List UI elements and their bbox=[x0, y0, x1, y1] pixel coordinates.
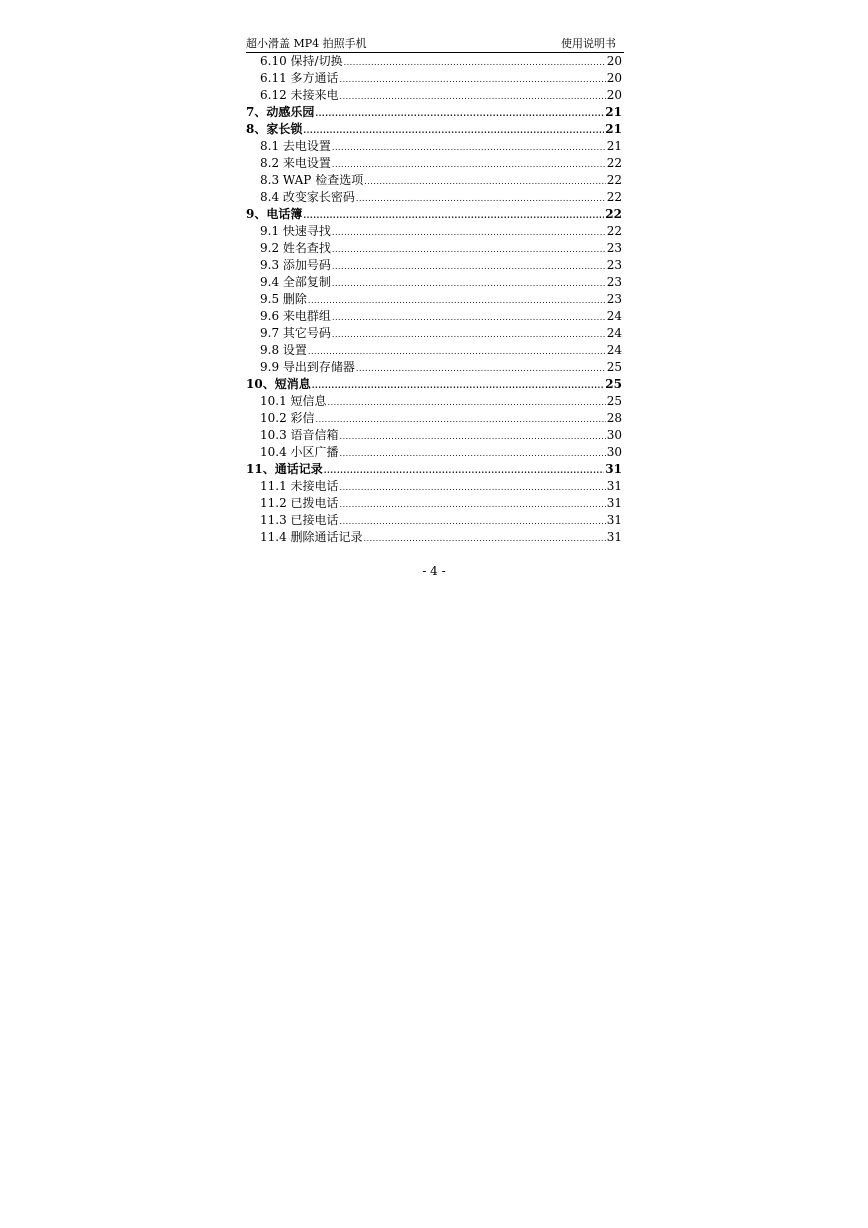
toc-dot-leader bbox=[340, 513, 606, 529]
toc-dot-leader bbox=[340, 445, 606, 461]
toc-entry-label: 8.3 WAP 检查选项 bbox=[260, 173, 364, 187]
toc-entry-label: 11.4 删除通话记录 bbox=[260, 530, 363, 544]
toc-entry-label: 10.2 彩信 bbox=[260, 411, 315, 425]
toc-entry-page: 20 bbox=[606, 88, 622, 102]
toc-entry-page: 31 bbox=[606, 513, 622, 527]
toc-entry-page: 21 bbox=[606, 139, 622, 153]
toc-entry-page: 22 bbox=[606, 224, 622, 238]
toc-entry[interactable] bbox=[246, 444, 622, 461]
toc-entry-page: 25 bbox=[605, 377, 622, 391]
toc-entry-page: 22 bbox=[606, 173, 622, 187]
toc-entry-page: 25 bbox=[606, 360, 622, 374]
toc-entry[interactable] bbox=[246, 512, 622, 529]
toc-entry-page: 22 bbox=[606, 190, 622, 204]
toc-dot-leader bbox=[364, 173, 606, 189]
toc-entry-label: 9.9 导出到存储器 bbox=[260, 360, 355, 374]
toc-dot-leader bbox=[340, 496, 606, 512]
toc-entry-page: 25 bbox=[606, 394, 622, 408]
toc-entry-label: 9.5 删除 bbox=[260, 292, 307, 306]
toc-dot-leader bbox=[332, 275, 606, 291]
toc-entry-label: 10.1 短信息 bbox=[260, 394, 327, 408]
toc-entry-label: 7、动感乐园 bbox=[246, 105, 315, 119]
toc-entry-label: 9、电话簿 bbox=[246, 207, 303, 221]
toc-dot-leader bbox=[344, 54, 606, 70]
toc-entry-page: 23 bbox=[606, 241, 622, 255]
toc-entry-page: 21 bbox=[605, 122, 622, 136]
toc-dot-leader bbox=[316, 411, 606, 427]
toc-entry-label: 6.12 未接来电 bbox=[260, 88, 339, 102]
toc-entry[interactable] bbox=[246, 138, 622, 155]
toc-entry-page: 28 bbox=[606, 411, 622, 425]
toc-entry-label: 8.1 去电设置 bbox=[260, 139, 331, 153]
toc-dot-leader bbox=[356, 360, 606, 376]
toc-entry[interactable] bbox=[246, 172, 622, 189]
toc-entry-label: 9.1 快速寻找 bbox=[260, 224, 331, 238]
header-doc-title: 使用说明书 bbox=[561, 37, 616, 50]
toc-dot-leader bbox=[324, 462, 605, 478]
toc-entry[interactable] bbox=[246, 104, 622, 121]
toc-dot-leader bbox=[340, 88, 606, 104]
toc-entry-label: 10.3 语音信箱 bbox=[260, 428, 339, 442]
toc-entry-label: 10.4 小区广播 bbox=[260, 445, 339, 459]
toc-entry-label: 11、通话记录 bbox=[246, 462, 323, 476]
page-header bbox=[246, 36, 624, 53]
toc-entry-label: 10、短消息 bbox=[246, 377, 311, 391]
toc-dot-leader bbox=[332, 139, 606, 155]
toc-entry-page: 20 bbox=[606, 54, 622, 68]
toc-entry-page: 31 bbox=[606, 479, 622, 493]
toc-entry-page: 22 bbox=[606, 156, 622, 170]
toc-dot-leader bbox=[332, 241, 606, 257]
toc-dot-leader bbox=[332, 258, 606, 274]
toc-dot-leader bbox=[328, 394, 606, 410]
toc-dot-leader bbox=[332, 156, 606, 172]
toc-entry[interactable] bbox=[246, 240, 622, 257]
toc-entry[interactable] bbox=[246, 427, 622, 444]
toc-entry[interactable] bbox=[246, 461, 622, 478]
toc-entry[interactable] bbox=[246, 529, 622, 546]
toc-entry-label: 9.6 来电群组 bbox=[260, 309, 331, 323]
toc-dot-leader bbox=[356, 190, 606, 206]
toc-dot-leader bbox=[340, 71, 606, 87]
toc-entry-label: 9.2 姓名查找 bbox=[260, 241, 331, 255]
toc-entry-page: 23 bbox=[606, 258, 622, 272]
toc-entry-page: 21 bbox=[605, 105, 622, 119]
toc-dot-leader bbox=[332, 326, 606, 342]
page-number: - 4 - bbox=[422, 564, 446, 578]
toc-entry[interactable] bbox=[246, 155, 622, 172]
table-of-contents bbox=[246, 53, 622, 546]
toc-dot-leader bbox=[308, 343, 606, 359]
toc-entry-page: 31 bbox=[605, 462, 622, 476]
toc-entry-label: 11.3 已接电话 bbox=[260, 513, 339, 527]
toc-entry[interactable] bbox=[246, 478, 622, 495]
toc-dot-leader bbox=[332, 309, 606, 325]
toc-dot-leader bbox=[303, 207, 604, 223]
toc-entry[interactable] bbox=[246, 410, 622, 427]
toc-entry-page: 31 bbox=[606, 530, 622, 544]
toc-entry-page: 24 bbox=[606, 309, 622, 323]
toc-entry[interactable] bbox=[246, 53, 622, 70]
toc-dot-leader bbox=[340, 428, 606, 444]
toc-entry[interactable] bbox=[246, 393, 622, 410]
toc-entry[interactable] bbox=[246, 257, 622, 274]
toc-entry-label: 11.2 已拨电话 bbox=[260, 496, 339, 510]
toc-entry[interactable] bbox=[246, 274, 622, 291]
toc-entry-page: 30 bbox=[606, 445, 622, 459]
toc-entry-page: 20 bbox=[606, 71, 622, 85]
toc-entry-label: 6.11 多方通话 bbox=[260, 71, 339, 85]
toc-entry[interactable] bbox=[246, 70, 622, 87]
toc-entry[interactable] bbox=[246, 342, 622, 359]
toc-entry[interactable] bbox=[246, 308, 622, 325]
toc-entry-label: 8.2 来电设置 bbox=[260, 156, 331, 170]
toc-dot-leader bbox=[308, 292, 606, 308]
toc-entry-page: 31 bbox=[606, 496, 622, 510]
toc-entry-label: 9.4 全部复制 bbox=[260, 275, 331, 289]
toc-entry[interactable] bbox=[246, 223, 622, 240]
toc-entry[interactable] bbox=[246, 291, 622, 308]
toc-entry-page: 30 bbox=[606, 428, 622, 442]
toc-entry[interactable] bbox=[246, 376, 622, 393]
toc-entry-label: 8、家长锁 bbox=[246, 122, 303, 136]
header-product-name: 超小滑盖 MP4 拍照手机 bbox=[246, 37, 367, 50]
toc-entry[interactable] bbox=[246, 206, 622, 223]
toc-entry-label: 9.7 其它号码 bbox=[260, 326, 331, 340]
toc-dot-leader bbox=[312, 377, 605, 393]
toc-entry[interactable] bbox=[246, 495, 622, 512]
toc-dot-leader bbox=[340, 479, 606, 495]
toc-entry-label: 11.1 未接电话 bbox=[260, 479, 339, 493]
toc-dot-leader bbox=[303, 122, 604, 138]
toc-entry[interactable] bbox=[246, 121, 622, 138]
toc-entry-page: 22 bbox=[605, 207, 622, 221]
toc-entry-label: 9.3 添加号码 bbox=[260, 258, 331, 272]
toc-entry[interactable] bbox=[246, 325, 622, 342]
toc-entry-page: 23 bbox=[606, 275, 622, 289]
toc-entry[interactable] bbox=[246, 359, 622, 376]
toc-entry-page: 24 bbox=[606, 326, 622, 340]
toc-dot-leader bbox=[364, 530, 606, 546]
toc-entry[interactable] bbox=[246, 87, 622, 104]
toc-dot-leader bbox=[315, 105, 604, 121]
toc-entry[interactable] bbox=[246, 189, 622, 206]
toc-entry-page: 24 bbox=[606, 343, 622, 357]
toc-entry-label: 6.10 保持/切换 bbox=[260, 54, 343, 68]
toc-entry-label: 8.4 改变家长密码 bbox=[260, 190, 355, 204]
toc-entry-page: 23 bbox=[606, 292, 622, 306]
toc-entry-label: 9.8 设置 bbox=[260, 343, 307, 357]
toc-dot-leader bbox=[332, 224, 606, 240]
